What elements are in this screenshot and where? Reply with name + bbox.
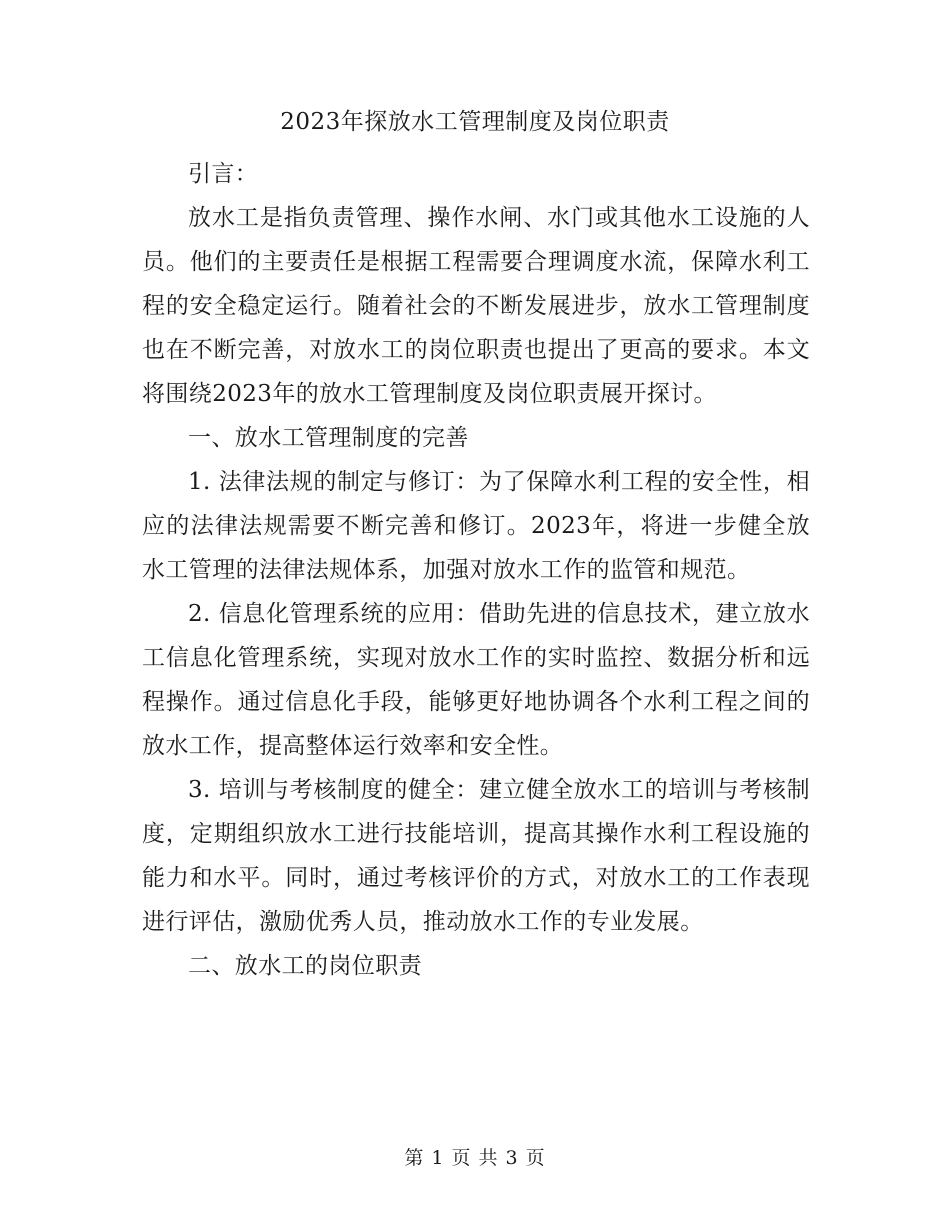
paragraph-intro: 放水工是指负责管理、操作水闸、水门或其他水工设施的人员。他们的主要责任是根据工程需要合理调度水流，保障水利工程的安全稳定运行。随着社会的不断发展进步，放水工管理制度也在不断完善，对放水工的岗位职责也提出了更高的要求。本文将围绕2023年的放水工管理制度及岗位职责展开探讨。 xyxy=(142,205,810,407)
paragraph-intro-label: 引言： xyxy=(188,161,259,187)
document-body xyxy=(142,152,810,988)
list-item-1: 1. 法律法规的制定与修订：为了保障水利工程的安全性，相应的法律法规需要不断完善和修订。2023年，将进一步健全放水工管理的法律法规体系，加强对放水工作的监管和规范。 xyxy=(142,469,810,583)
section-heading-1: 一、放水工管理制度的完善 xyxy=(188,425,469,451)
page-footer: 第 1 页 共 3 页 xyxy=(404,1147,546,1169)
section-heading-2: 二、放水工的岗位职责 xyxy=(188,953,422,979)
list-item-2: 2. 信息化管理系统的应用：借助先进的信息技术，建立放水工信息化管理系统，实现对放水工作的实时监控、数据分析和远程操作。通过信息化手段，能够更好地协调各个水利工程之间的放水工作，提高整体运行效率和安全性。 xyxy=(142,601,810,759)
list-item-3: 3. 培训与考核制度的健全：建立健全放水工的培训与考核制度，定期组织放水工进行技能培训，提高其操作水利工程设施的能力和水平。同时，通过考核评价的方式，对放水工的工作表现进行评估，激励优秀人员，推动放水工作的专业发展。 xyxy=(142,777,810,935)
document-title: 2023年探放水工管理制度及岗位职责 xyxy=(280,109,670,135)
